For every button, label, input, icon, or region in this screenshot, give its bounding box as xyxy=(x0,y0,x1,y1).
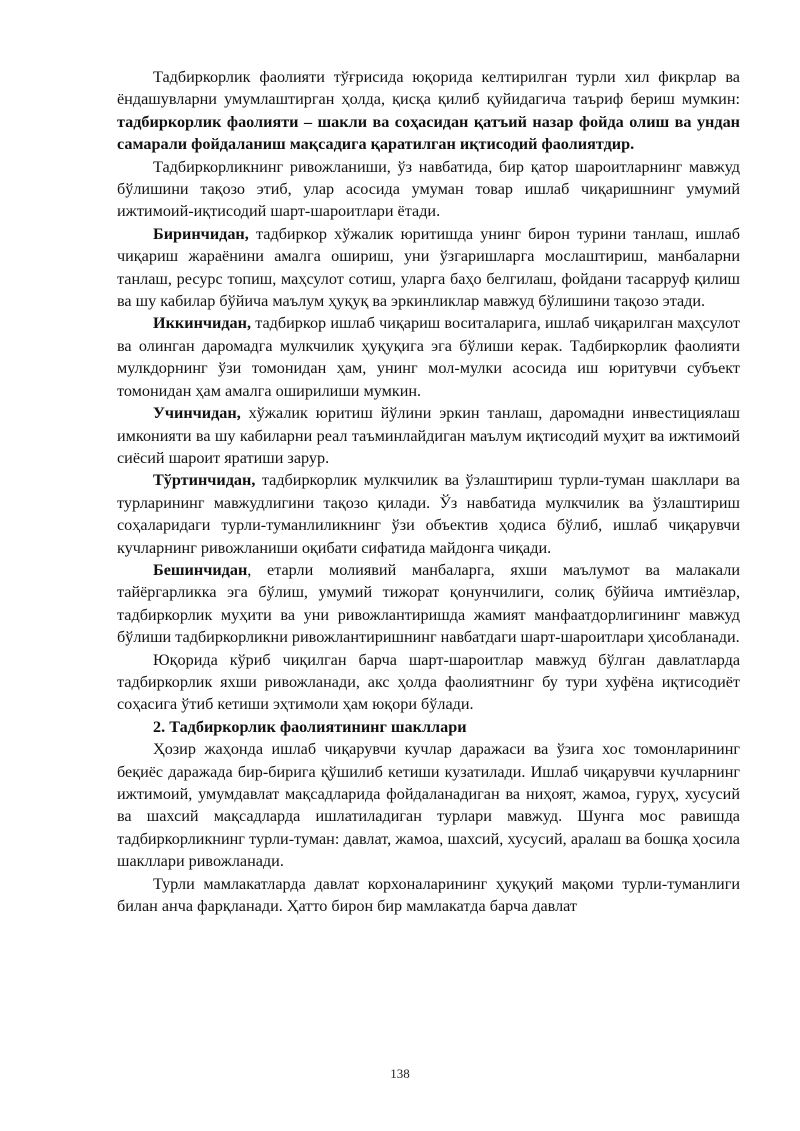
paragraph-text: Тадбиркорлик фаолияти тўғрисида юқорида келтирилган турли хил фикрлар ва ёндашувларни умумлаштирган ҳолда, қисқа қилиб қуйидагича таъриф бериш мумкин: xyxy=(117,68,740,109)
page-number: 138 xyxy=(390,1066,410,1081)
paragraph-forms-intro: Ҳозир жаҳонда ишлаб чиқарувчи кучлар даражаси ва ўзига хос томонларининг беқиёс даражада бир-бирига қўшилиб кетиши кузатилади. Ишлаб чиқарувчи кучларнинг ижтимоий, умумдавлат мақсадларида фойдаланадиган ва ниҳоят, жамоа, гуруҳ, хусусий ва шахсий мақсадларда ишлатиладиган турлари мавжуд. Шунга мос равишда тадбиркорликнинг турли-туман: давлат, жамоа, шахсий, хусусий, аралаш ва бошқа ҳосила шакллари ривожланади. xyxy=(117,740,740,871)
fifth-lead-word: Бешинчидан xyxy=(153,560,248,579)
third-lead-word: Учинчидан, xyxy=(153,404,241,423)
paragraph-text: Тадбиркорликнинг ривожланиши, ўз навбатида, бир қатор шароитларнинг мавжуд бўлишини тақозо этиб, улар асосида умуман товар ишлаб чиқаришнинг умумий ижтимоий-иқтисодий шарт-шароитлари ётади. xyxy=(117,157,740,221)
paragraph-conditions-intro xyxy=(117,156,740,223)
paragraph-third xyxy=(117,402,740,469)
second-lead-word: Иккинчидан, xyxy=(153,314,252,333)
fourth-lead-word: Тўртинчидан, xyxy=(153,471,256,490)
paragraph-conclusion xyxy=(117,649,740,716)
paragraph-text: тадбиркор ишлаб чиқариш воситаларига, ишлаб чиқарилган маҳсулот ва олинган даромадга мулкчилик ҳуқуқига эга бўлиши керак. Тадбиркорлик фаолияти мулкдорнинг ўзи томонидан ҳам, унинг мол-мулки асосида иш юритувчи субъект томонидан ҳам амалга оширилиши мумкин. xyxy=(117,314,740,400)
definition-bold-text: тадбиркорлик фаолияти – шакли ва соҳасидан қатъий назар фойда олиш ва ундан самарали фойдаланиш мақсадига қаратилган иқтисодий фаолиятдир. xyxy=(117,112,740,154)
paragraph-first xyxy=(117,223,740,313)
paragraph-text: тадбиркор хўжалик юритишда унинг бирон турини танлаш, ишлаб чиқариш жараёнини амалга ошириш, уни ўзгаришларга мослаштириш, манбаларни танлаш, ресурс топиш, маҳсулот сотиш, уларга баҳо белгилаш, фойдани тасарруф қилиш ва шу кабилар бўйича маълум ҳуқуқ ва эркинликлар мавжуд бўлишини тақозо этади. xyxy=(117,224,740,311)
first-lead-word: Биринчидан, xyxy=(153,224,249,243)
section-heading: 2. Тадбиркорлик фаолиятининг шакллари xyxy=(153,717,467,736)
paragraph-text: , етарли молиявий манбаларга, яхши маълумот ва малакали тайёргарликка эга бўлиш, умумий тижорат қонунчилиги, солиқ бўйича имтиёзлар, тадбиркорлик муҳити ва уни ривожлантиришда жамият манфаатдорлигининг мавжуд бўлиши тадбиркорликни ривожлантиришнинг навбатдаги шарт-шароитлари ҳисобланади. xyxy=(117,560,740,647)
paragraph-definition xyxy=(117,66,740,156)
paragraph-text: тадбиркорлик мулкчилик ва ўзлаштириш турли-туман шакллари ва турларининг мавжудлигини тақозо қилади. Ўз навбатида мулкчилик ва ўзлаштириш соҳаларидаги турли-туманлиликнинг ўзи объектив ҳодиса бўлиб, ишлаб чиқарувчи кучларнинг ривожланиши оқибати сифатида майдонга чиқади. xyxy=(117,471,740,557)
paragraph-fourth xyxy=(117,469,740,559)
paragraph-text: Юқорида кўриб чиқилган барча шарт-шароитлар мавжуд бўлган давлатларда тадбиркорлик яхши ривожланади, акс ҳолда фаолиятнинг бу тури хуфёна иқтисодиёт соҳасига ўтиб кетиши эҳтимоли ҳам юқори бўлади. xyxy=(117,650,740,714)
paragraph-state-enterprises: Турли мамлакатларда давлат корхоналарининг ҳуқуқий мақоми турли-туманлиги билан анча фарқланади. Ҳатто бирон бир мамлакатда барча давлат xyxy=(117,874,740,916)
document-page xyxy=(117,66,740,917)
paragraph-fifth xyxy=(117,559,740,649)
paragraph-second xyxy=(117,312,740,402)
paragraph-text: хўжалик юритиш йўлини эркин танлаш, даромадни инвестициялаш имконияти ва шу кабиларни реал таъминлайдиган маълум иқтисодий муҳит ва ижтимоий сиёсий шароит яратиши зарур. xyxy=(117,404,740,467)
